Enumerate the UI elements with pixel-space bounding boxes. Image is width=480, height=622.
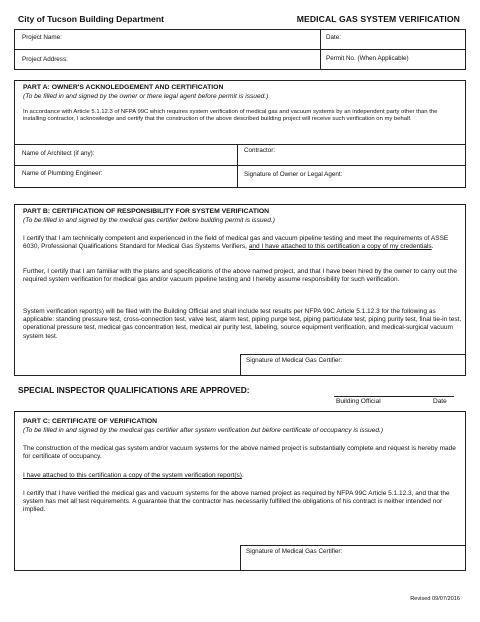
part-b-signature-field[interactable]: Signature of Medical Gas Certifier: (246, 357, 343, 364)
divider (240, 545, 241, 571)
credentials-statement: and I have attached to this certification a copy of my credentials (248, 243, 432, 251)
owner-signature-field[interactable]: Signature of Owner or Legal Agent: (244, 171, 343, 178)
part-b-paragraph-2: Further, I certify that I am familiar with the plans and specifications of the above named project, and that I have been hired by the owner to carry out the required system verification for medical gas and/or vacuum pipeline testing and I hereby assume responsibility for such verification. (23, 268, 457, 284)
part-c-title: PART C: CERTIFICATE OF VERIFICATION (23, 418, 158, 425)
divider (320, 29, 321, 70)
signature-line[interactable] (334, 396, 454, 397)
verification-report-statement: I have attached to this certification a copy of the system verification report(s) (23, 472, 242, 479)
permit-number-field[interactable]: Permit No. (When Applicable) (326, 55, 409, 62)
part-b-paragraph-1: I certify that I am technically competent and experienced in the field of medical gas and vacuum pipeline testing and meet the requirements of ASSE 6030, Professional Qualifications Standard for Medical Gas Systems Verifiers, and I have attached to this certification a copy of my credentials. (23, 235, 449, 251)
project-address-field[interactable]: Project Address: (22, 56, 68, 63)
divider (240, 354, 466, 355)
divider (14, 49, 466, 50)
part-c-paragraph-1: The construction of the medical gas system and/or vacuum systems for the above named project is substantially complete and request is hereby made for certificate of occupancy. (23, 445, 456, 461)
building-official-date-label: Date (433, 398, 447, 405)
divider (237, 144, 238, 188)
part-b-subtitle: (To be filled in and signed by the medical gas certifier before building permit is issued.) (23, 217, 275, 224)
project-name-field[interactable]: Project Name: (22, 34, 62, 41)
building-official-label: Building Official (336, 398, 381, 405)
plumbing-engineer-field[interactable]: Name of Plumbing Engineer: (22, 170, 103, 177)
department-name: City of Tucson Building Department (18, 14, 164, 24)
part-c-signature-field[interactable]: Signature of Medical Gas Certifier: (246, 548, 343, 555)
architect-field[interactable]: Name of Architect (if any): (22, 150, 95, 157)
divider (14, 144, 466, 145)
divider (240, 354, 241, 376)
part-b-paragraph-3: System verification report(s) will be filed with the Building Official and shall include test results per NFPA 99C Article 5.1.12.3 for the following as applicable: standing pressure test, cross-connection test, valve test, alarm test, piping purge test, piping particulate test, piping purity test, final tie-in test, operational pressure test, medical gas concentration test, medical air purity test, labeling, source equipment verification, and medical-surgical vacuum system test. (23, 308, 462, 340)
part-b-title: PART B: CERTIFICATION OF RESPONSIBILITY FOR SYSTEM VERIFICATION (23, 208, 270, 215)
part-c-subtitle: (To be filled in and signed by the medical gas certifier after system verification but before certificate of occupancy is issued.) (23, 427, 384, 434)
part-c-paragraph-3: I certify that I have verified the medical gas and vacuum systems for the above named project as required by NFPA 99C Article 5.1.12.3, and that the system has met all test requirements. A guarantee that the contractor has necessarily fulfilled the obligations of his contract is neither intended nor implied. (23, 490, 450, 514)
date-field[interactable]: Date: (326, 34, 342, 41)
part-a-title: PART A: OWNER'S ACKNOLEDGEMENT AND CERTIFICATION (23, 84, 224, 91)
part-b-box (14, 204, 466, 376)
divider (240, 545, 466, 546)
revision-date: Revised 09/07/2016 (410, 596, 460, 602)
part-c-paragraph-2: I have attached to this certification a copy of the system verification report(s). (23, 472, 244, 479)
special-inspector-heading: SPECIAL INSPECTOR QUALIFICATIONS ARE APPROVED: (18, 385, 250, 395)
part-a-body: In accordance with Article 5.1.12.3 of NFPA 99C which requires system verification of medical gas and vacuum systems by an independent party other than the installing contractor, I acknowledge and certify that the construction of the above described building project will receive such verification on my behalf. (23, 109, 438, 123)
divider (14, 165, 466, 166)
form-title: MEDICAL GAS SYSTEM VERIFICATION (296, 14, 460, 24)
part-a-subtitle: (To be filled in and signed by the owner or there legal agent before permit is issued.) (23, 93, 269, 100)
contractor-field[interactable]: Contractor: (244, 147, 276, 154)
